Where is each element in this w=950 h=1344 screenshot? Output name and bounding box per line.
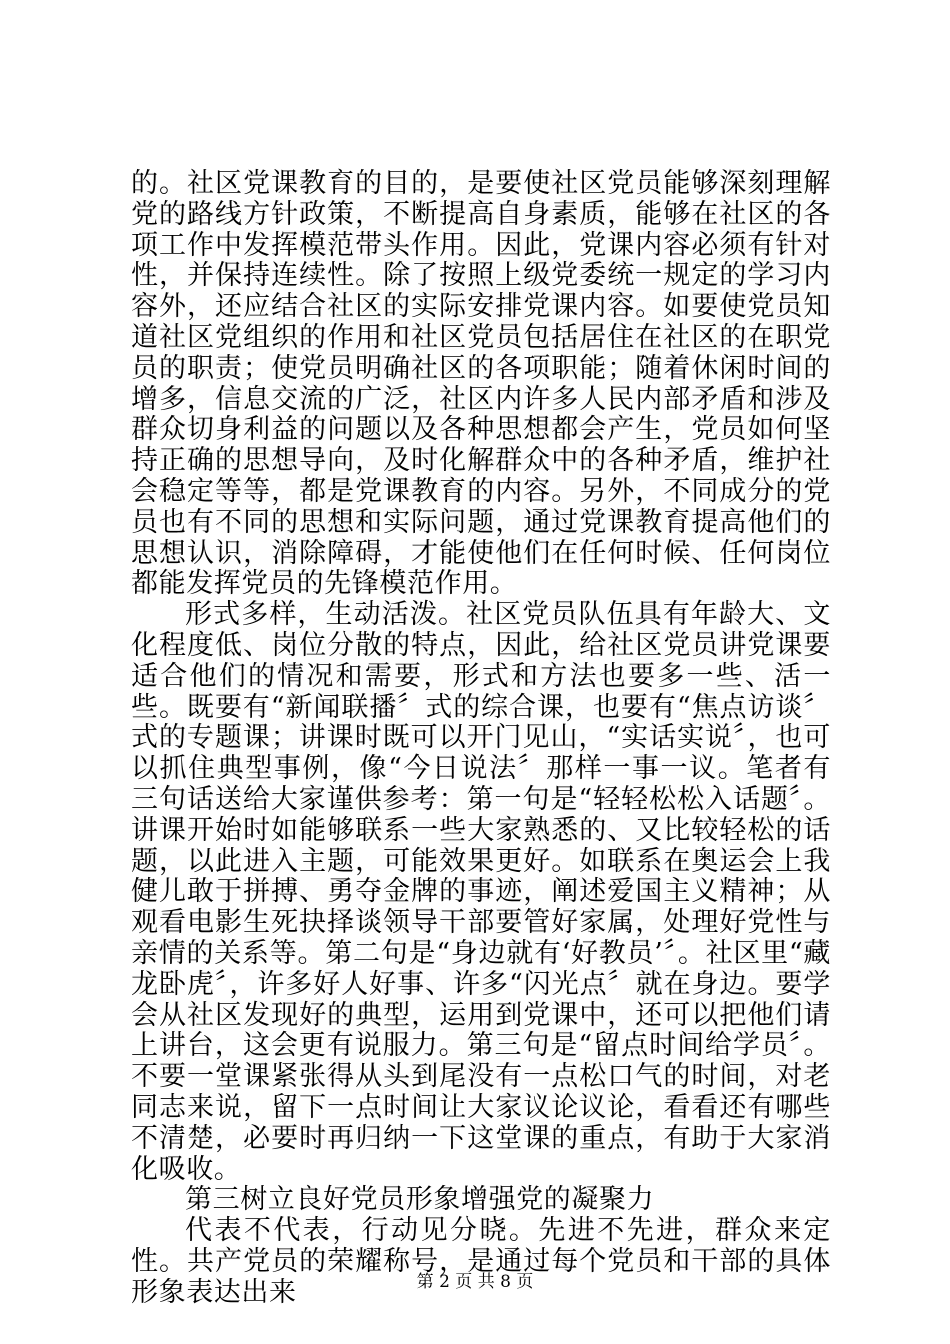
document-body bbox=[131, 169, 831, 1308]
section-heading: 第三树立良好党员形象增强党的凝聚力 bbox=[185, 1184, 655, 1216]
paragraph-2: 形式多样，生动活泼。社区党员队伍具有年龄大、文化程度低、岗位分散的特点，因此，给社区党员讲党课要适合他们的情况和需要，形式和方法也要多一些、活一些。既要有“新闻联播〞式的综合课，也要有“焦点访谈〞式的专题课；讲课时既可以开门见山，“实话实说〞，也可以抓住典型事例，像“今日说法〞那样一事一议。笔者有三句话送给大家谨供参考：第一句是“轻轻松松入话题〞。讲课开始时如能够联系一些大家熟悉的、又比较轻松的话题，以此进入主题，可能效果更好。如联系在奥运会上我健儿敢于拼搏、勇夺金牌的事迹，阐述爱国主义精神；从观看电影生死抉择谈领导干部要管好家属，处理好党性与亲情的关系等。第二句是“身边就有‘好教员’〞。社区里“藏龙卧虎〞，许多好人好事、许多“闪光点〞就在身边。要学会从社区发现好的典型，运用到党课中，还可以把他们请上讲台，这会更有说服力。第三句是“留点时间给学员〞。不要一堂课紧张得从头到尾没有一点松口气的时间，对老同志来说，留下一点时间让大家议论议论，看看还有哪些不清楚，必要时再归纳一下这堂课的重点，有助于大家消化吸收。 bbox=[131, 599, 831, 1185]
paragraph-1: 的。社区党课教育的目的，是要使社区党员能够深刻理解党的路线方针政策，不断提高自身素质，能够在社区的各项工作中发挥模范带头作用。因此，党课内容必须有针对性，并保持连续性。除了按照上级党委统一规定的学习内容外，还应结合社区的实际安排党课内容。如要使党员知道社区党组织的作用和社区党员包括居住在社区的在职党员的职责；使党员明确社区的各项职能；随着休闲时间的增多，信息交流的广泛，社区内许多人民内部矛盾和涉及群众切身利益的问题以及各种思想都会产生，党员如何坚持正确的思想导向，及时化解群众中的各种矛盾，维护社会稳定等等，都是党课教育的内容。另外，不同成分的党员也有不同的思想和实际问题，通过党课教育提高他们的思想认识，消除障碍，才能使他们在任何时候、任何岗位都能发挥党员的先锋模范作用。 bbox=[131, 168, 831, 600]
paragraph-3: 代表不代表，行动见分晓。先进不先进，群众来定性。共产党员的荣耀称号，是通过每个党员和干部的具体形象表达出来 bbox=[131, 1215, 831, 1308]
page-number-footer: 第 2 页 共 8 页 bbox=[416, 1272, 534, 1292]
